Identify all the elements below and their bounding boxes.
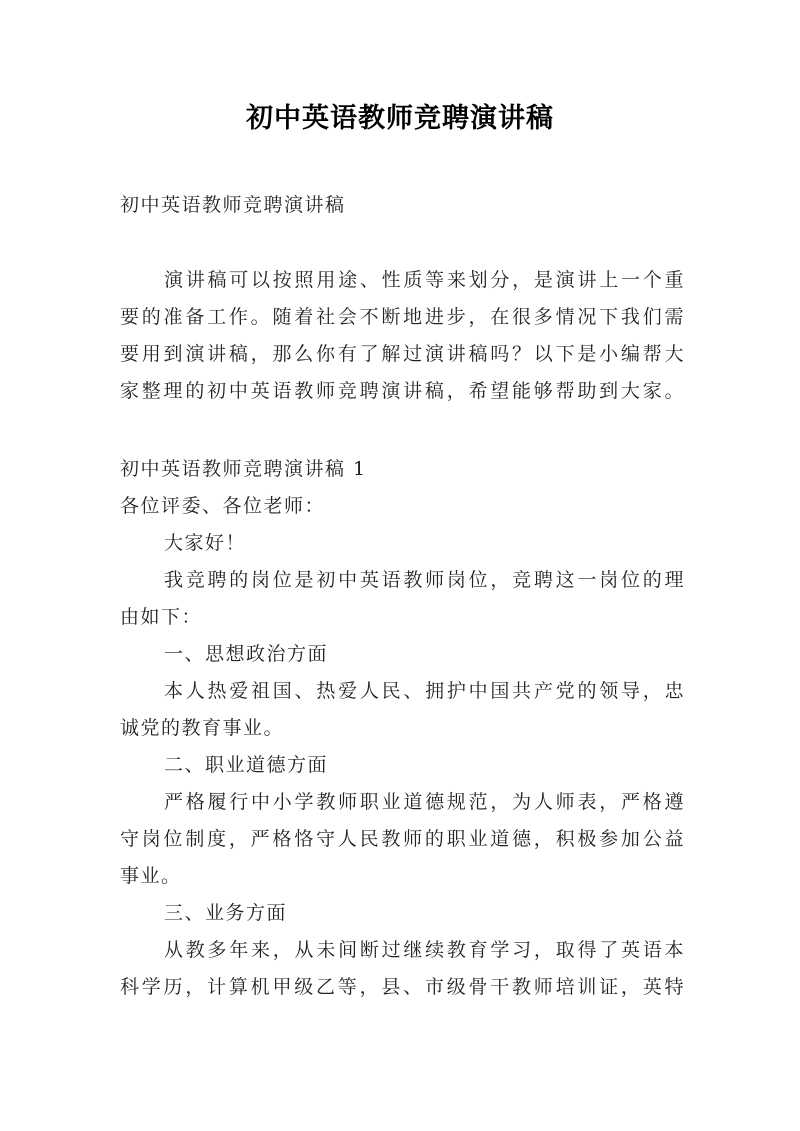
paragraph-4-line-2: 科学历，计算机甲级乙等，县、市级骨干教师培训证，英特 — [120, 976, 685, 998]
paragraph-2-line-2: 诚党的教育事业。 — [120, 717, 285, 739]
paragraph-3-line-3: 事业。 — [120, 865, 182, 887]
document-title: 初中英语教师竞聘演讲稿 — [246, 103, 554, 134]
intro-line-1: 演讲稿可以按照用途、性质等来划分，是演讲上一个重 — [164, 269, 685, 291]
subtitle: 初中英语教师竞聘演讲稿 — [120, 194, 346, 216]
intro-line-2: 要的准备工作。随着社会不断地进步，在很多情况下我们需 — [120, 306, 685, 328]
paragraph-1-line-2: 由如下： — [120, 606, 203, 628]
section-heading: 初中英语教师竞聘演讲稿 1 — [120, 458, 367, 480]
heading-business: 三、业务方面 — [164, 902, 288, 924]
intro-line-3: 要用到演讲稿，那么你有了解过演讲稿吗？以下是小编帮大 — [120, 343, 685, 365]
salutation: 各位评委、各位老师： — [120, 495, 326, 517]
paragraph-4-line-1: 从教多年来，从未间断过继续教育学习，取得了英语本 — [164, 939, 685, 961]
heading-political: 一、思想政治方面 — [164, 643, 329, 665]
greeting: 大家好！ — [164, 532, 247, 554]
paragraph-2-line-1: 本人热爱祖国、热爱人民、拥护中国共产党的领导，忠 — [164, 680, 685, 702]
paragraph-3-line-1: 严格履行中小学教师职业道德规范，为人师表，严格遵 — [164, 791, 685, 813]
paragraph-1-line-1: 我竞聘的岗位是初中英语教师岗位，竞聘这一岗位的理 — [164, 569, 685, 591]
heading-ethics: 二、职业道德方面 — [164, 754, 329, 776]
intro-line-4: 家整理的初中英语教师竞聘演讲稿，希望能够帮助到大家。 — [120, 380, 685, 402]
paragraph-3-line-2: 守岗位制度，严格恪守人民教师的职业道德，积极参加公益 — [120, 828, 685, 850]
